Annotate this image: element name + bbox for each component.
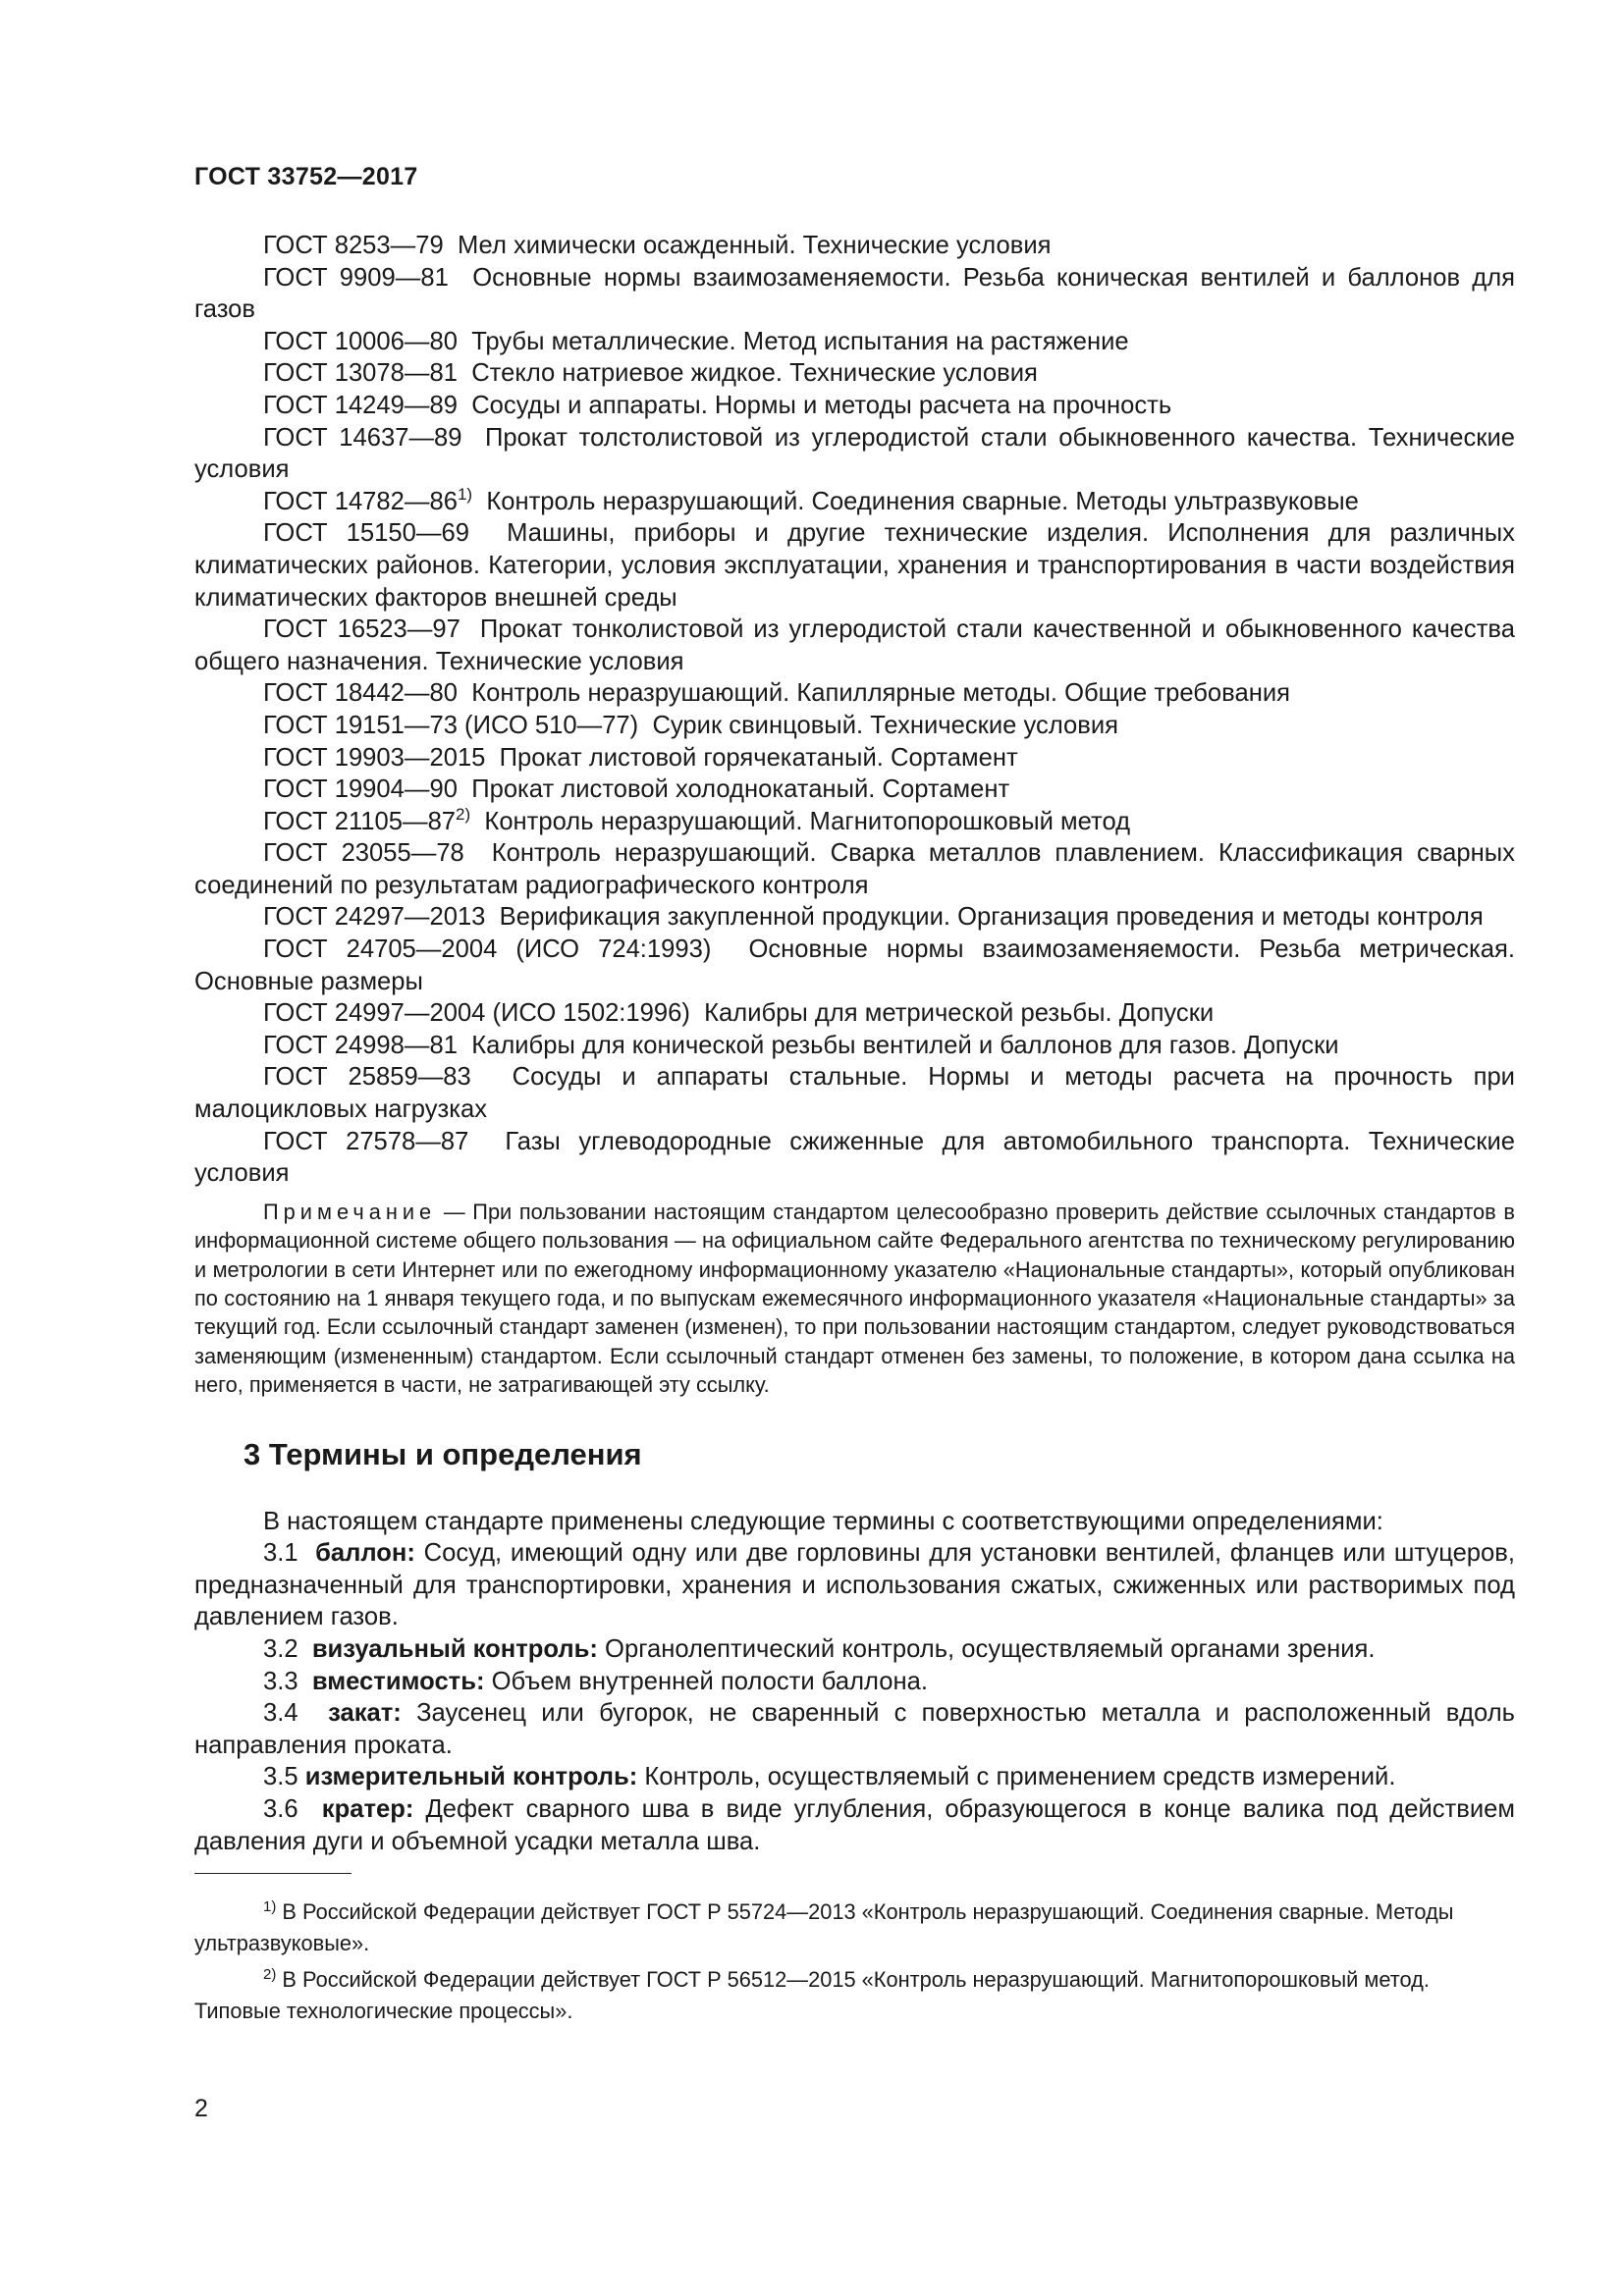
footnote-marker: 1) xyxy=(457,484,473,504)
footnote-mark: 2) xyxy=(263,1966,277,1984)
term-item: 3.1 баллон: Сосуд, имеющий одну или две горловины для установки вентилей, фланцев или штуцеров, предназначенный для транспортировки, хранения и использования сжатых, сжиженных или растворимых под давлением газов. xyxy=(194,1539,1515,1631)
page-number: 2 xyxy=(194,2095,208,2122)
reference-item: ГОСТ 15150—69 Машины, приборы и другие технические изделия. Исполнения для различных климатических районов. Категории, условия эксплуатации, хранения и транспортирования в части воздействия климатических факторов внешней среды xyxy=(194,519,1515,612)
reference-item: ГОСТ 23055—78 Контроль неразрушающий. Сварка металлов плавлением. Классификация сварных соединений по результатам радиографического контроля xyxy=(194,839,1515,899)
reference-item: ГОСТ 25859—83 Сосуды и аппараты стальные. Нормы и методы расчета на прочность при малоцикловых нагрузках xyxy=(194,1063,1515,1124)
term-item: 3.3 вместимость: Объем внутренней полости баллона. xyxy=(263,1667,928,1695)
reference-item: ГОСТ 24998—81 Калибры для конической резьбы вентилей и баллонов для газов. Допуски xyxy=(263,1031,1339,1059)
terms-list xyxy=(194,1537,1515,1857)
footnote-mark: 1) xyxy=(263,1898,277,1916)
reference-item: ГОСТ 16523—97 Прокат тонколистовой из углеродистой стали качественной и обыкновенного качества общего назначения. Технические условия xyxy=(194,615,1515,675)
page-content xyxy=(194,230,1515,2027)
reference-item: ГОСТ 14782—86$^{1)}$ Контроль неразрушающий. Соединения сварные. Методы ультразвуковые xyxy=(263,484,1359,515)
footnote: $^{1)}$ В Российской Федерации действует ГОСТ Р 55724—2013 «Контроль неразрушающий. Соединения сварные. Методы ультразвуковые». xyxy=(194,1898,1454,1956)
footnotes xyxy=(194,1892,1515,2027)
term-item: 3.2 визуальный контроль: Органолептический контроль, осуществляемый органами зрения. xyxy=(263,1635,1376,1664)
section-intro: В настоящем стандарте применены следующие термины с соответствующими определениями: xyxy=(263,1507,1383,1535)
reference-item: ГОСТ 8253—79 Мел химически осажденный. Технические условия xyxy=(263,232,1052,259)
reference-item: ГОСТ 21105—87$^{2)}$ Контроль неразрушающий. Магнитопорошковый метод xyxy=(263,804,1131,835)
term-name: кратер: xyxy=(321,1795,414,1823)
reference-item: ГОСТ 27578—87 Газы углеводородные сжиженные для автомобильного транспорта. Технические условия xyxy=(194,1127,1515,1188)
note-text: — При пользовании настоящим стандартом целесообразно проверить действие ссылочных стандартов в информационной системе общего пользования — на официальном сайте Федерального агентства по техническому регулированию и метрологии в сети Интернет или по ежегодному информационному указателю «Национальные стандарты», который опубликован по состоянию на 1 января текущего года, и по выпускам ежемесячного информационного указателя «Национальные стандарты» за текущий год. Если ссылочный стандарт заменен (изменен), то при пользовании настоящим стандартом, следует руководствоваться заменяющим (измененным) стандартом. Если ссылочный стандарт отменен без замены, то положение, в котором дана ссылка на него, применяется в части, не затрагивающей эту ссылку. xyxy=(194,1199,1515,1398)
footnote: $^{2)}$ В Российской Федерации действует ГОСТ Р 56512—2015 «Контроль неразрушающий. Магнитопорошковый метод. Типовые технологические процессы». xyxy=(194,1966,1430,2024)
reference-item: ГОСТ 19903—2015 Прокат листовой горячекатаный. Сортамент xyxy=(263,743,1018,772)
term-item: 3.4 закат: Заусенец или бугорок, не сваренный с поверхностью металла и расположенный вдоль направления проката. xyxy=(194,1699,1515,1759)
footnote-marker: 2) xyxy=(456,804,471,824)
reference-item: ГОСТ 24705—2004 (ИСО 724:1993) Основные нормы взаимозаменяемости. Резьба метрическая. Основные размеры xyxy=(194,935,1515,995)
term-item: 3.6 кратер: Дефект сварного шва в виде углубления, образующегося в конце валика под действием давления дуги и объемной усадки металла шва. xyxy=(194,1795,1515,1855)
reference-item: ГОСТ 24997—2004 (ИСО 1502:1996) Калибры для метрической резьбы. Допуски xyxy=(263,999,1215,1028)
term-name: закат: xyxy=(328,1699,402,1728)
normative-references-list xyxy=(194,230,1515,1190)
term-name: визуальный контроль: xyxy=(311,1635,598,1664)
reference-item: ГОСТ 14637—89 Прокат толстолистовой из углеродистой стали обыкновенного качества. Технические условия xyxy=(194,423,1515,484)
reference-item: ГОСТ 10006—80 Трубы металлические. Метод испытания на растяжение xyxy=(263,327,1129,355)
section-title: 3 Термины и определения xyxy=(243,1436,642,1471)
reference-note xyxy=(194,1198,1515,1400)
reference-item: ГОСТ 9909—81 Основные нормы взаимозаменяемости. Резьба коническая вентилей и баллонов для газов xyxy=(194,263,1515,324)
footnote-divider xyxy=(194,1873,352,1874)
reference-item: ГОСТ 18442—80 Контроль неразрушающий. Капиллярные методы. Общие требования xyxy=(263,679,1290,708)
reference-item: ГОСТ 14249—89 Сосуды и аппараты. Нормы и методы расчета на прочность xyxy=(263,391,1172,419)
term-item: 3.5 измерительный контроль: Контроль, осуществляемый с применением средств измерений. xyxy=(263,1763,1396,1791)
term-name: вместимость: xyxy=(311,1667,485,1695)
note-label: Примечание xyxy=(263,1199,437,1224)
reference-item: ГОСТ 24297—2013 Верификация закупленной продукции. Организация проведения и методы контроля xyxy=(263,903,1484,932)
reference-item: ГОСТ 13078—81 Стекло натриевое жидкое. Технические условия xyxy=(263,359,1038,388)
document-header: ГОСТ 33752—2017 xyxy=(194,163,418,190)
reference-item: ГОСТ 19904—90 Прокат листовой холоднокатаный. Сортамент xyxy=(263,775,1010,804)
reference-item: ГОСТ 19151—73 (ИСО 510—77) Сурик свинцовый. Технические условия xyxy=(263,711,1119,739)
term-name: баллон: xyxy=(315,1539,415,1568)
term-name: измерительный контроль: xyxy=(304,1763,638,1791)
